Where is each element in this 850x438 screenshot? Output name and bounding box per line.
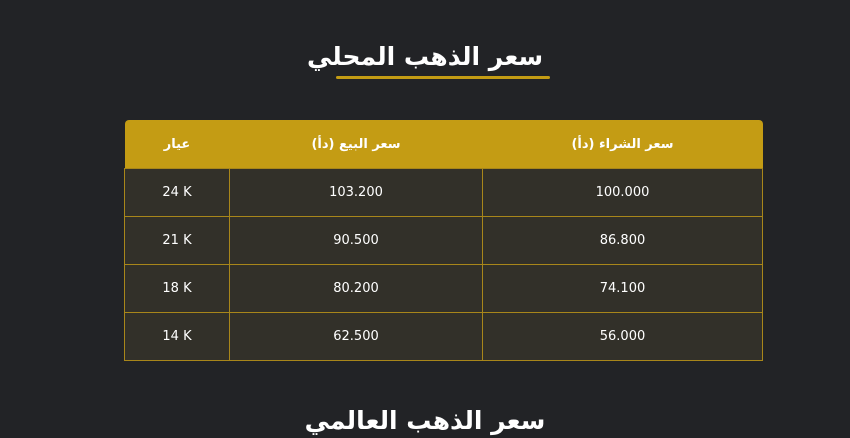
table-row <box>125 265 763 313</box>
header-karat: عيار <box>125 120 230 169</box>
buy-price-cell: 86.800 <box>483 217 763 265</box>
gold-price-table-container <box>124 120 762 361</box>
buy-price-cell: 56.000 <box>483 313 763 361</box>
karat-cell: 21 K <box>125 217 230 265</box>
title-underline <box>336 76 550 79</box>
header-buy-price: سعر الشراء (دأ) <box>483 120 763 169</box>
table-row <box>125 217 763 265</box>
page-title: سعر الذهب المحلي <box>306 42 544 71</box>
sell-price-cell: 90.500 <box>230 217 483 265</box>
karat-cell: 18 K <box>125 265 230 313</box>
buy-price-cell: 100.000 <box>483 169 763 217</box>
table-row <box>125 169 763 217</box>
sell-price-cell: 62.500 <box>230 313 483 361</box>
header-sell-price: سعر البيع (دأ) <box>230 120 483 169</box>
gold-price-table <box>124 120 763 361</box>
buy-price-cell: 74.100 <box>483 265 763 313</box>
sell-price-cell: 80.200 <box>230 265 483 313</box>
table-row <box>125 313 763 361</box>
sell-price-cell: 103.200 <box>230 169 483 217</box>
karat-cell: 24 K <box>125 169 230 217</box>
next-section-title: سعر الذهب العالمي <box>304 406 546 435</box>
table-header-row <box>125 120 763 169</box>
karat-cell: 14 K <box>125 313 230 361</box>
